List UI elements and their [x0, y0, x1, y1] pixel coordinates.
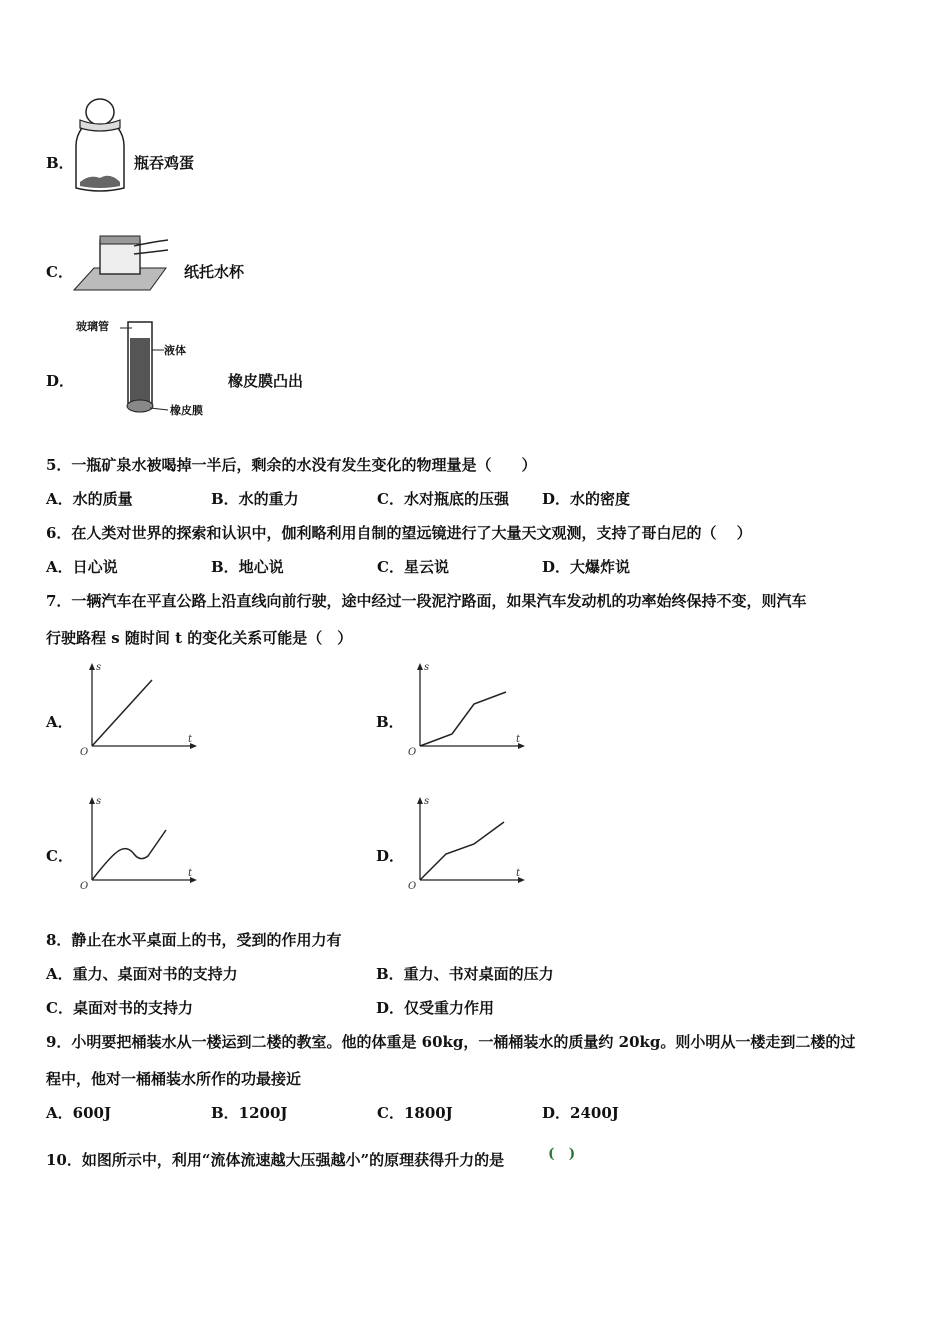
option-letter-b: B．	[46, 154, 74, 172]
membrane-tag: 橡皮膜	[170, 404, 203, 417]
q8-option-a: A．重力、桌面对书的支持力	[46, 965, 238, 983]
question-9-stem-line2: 程中，他对一桶桶装水所作的功最接近	[46, 1070, 302, 1088]
question-8-stem: 8．静止在水平桌面上的书，受到的作用力有	[46, 931, 342, 949]
q7-graph-a	[76, 658, 200, 758]
q9-option-a: A．600J	[46, 1104, 112, 1122]
liquid-tag: 液体	[164, 344, 186, 357]
question-7-stem-line2: 行驶路程 s 随时间 t 的变化关系可能是（ ）	[46, 629, 353, 647]
tube-tag: 玻璃管	[76, 320, 109, 333]
q5-option-c: C．水对瓶底的压强	[377, 490, 509, 508]
q5-option-d: D．水的密度	[542, 490, 631, 508]
option-b-caption: 瓶吞鸡蛋	[134, 154, 195, 172]
question-9-stem-line1: 9．小明要把桶装水从一楼运到二楼的教室。他的体重是 60kg，一桶桶装水的质量约 20kg。则小明从一楼走到二楼的过	[46, 1033, 856, 1051]
origin-d: O	[408, 881, 417, 892]
option-letter-c: C．	[46, 263, 73, 281]
q7-graph-b	[404, 658, 528, 758]
question-6-stem: 6．在人类对世界的探索和认识中，伽利略利用自制的望远镜进行了大量天文观测，支持了哥白尼的（ ）	[46, 524, 752, 542]
origin-b: O	[408, 747, 417, 758]
paper-cup-figure	[72, 232, 172, 298]
q6-option-c: C．星云说	[377, 558, 449, 576]
q6-option-a: A．日心说	[46, 558, 118, 576]
answer-paren: ( )	[548, 1146, 576, 1162]
q8-option-c: C．桌面对书的支持力	[46, 999, 193, 1017]
q6-option-d: D．大爆炸说	[542, 558, 631, 576]
q6-option-b: B．地心说	[211, 558, 284, 576]
glass-tube-figure	[76, 318, 226, 420]
bottle-egg-figure	[70, 98, 130, 196]
q7-letter-d: D．	[376, 847, 405, 865]
q7-graph-d	[404, 792, 528, 892]
q7-letter-a: A．	[46, 713, 73, 731]
question-7-stem-line1: 7．一辆汽车在平直公路上沿直线向前行驶，途中经过一段泥泞路面，如果汽车发动机的功率始终保持不变，则汽车	[46, 592, 807, 610]
q5-option-a: A．水的质量	[46, 490, 133, 508]
q7-letter-b: B．	[376, 713, 404, 731]
q5-option-b: B．水的重力	[211, 490, 299, 508]
option-d-caption: 橡皮膜凸出	[228, 372, 304, 390]
axis-s-d: s	[424, 796, 430, 807]
q8-option-b: B．重力、书对桌面的压力	[376, 965, 554, 983]
origin-a: O	[80, 747, 89, 758]
axis-t-b: t	[516, 734, 521, 745]
question-10-stem: 10．如图所示中，利用“流体流速越大压强越小”的原理获得升力的是	[46, 1151, 505, 1169]
q9-option-d: D．2400J	[542, 1104, 619, 1122]
q9-option-c: C．1800J	[377, 1104, 453, 1122]
axis-t-d: t	[516, 868, 521, 879]
axis-s-c: s	[96, 796, 102, 807]
option-c-caption: 纸托水杯	[184, 263, 245, 281]
q9-option-b: B．1200J	[211, 1104, 288, 1122]
axis-t-a: t	[188, 734, 193, 745]
origin-c: O	[80, 881, 89, 892]
axis-s-b: s	[424, 662, 430, 673]
q8-option-d: D．仅受重力作用	[376, 999, 495, 1017]
axis-s-a: s	[96, 662, 102, 673]
option-letter-d: D．	[46, 372, 75, 390]
axis-t-c: t	[188, 868, 193, 879]
question-5-stem: 5．一瓶矿泉水被喝掉一半后，剩余的水没有发生变化的物理量是（ ）	[46, 456, 537, 474]
q7-graph-c	[76, 792, 200, 892]
q7-letter-c: C．	[46, 847, 73, 865]
